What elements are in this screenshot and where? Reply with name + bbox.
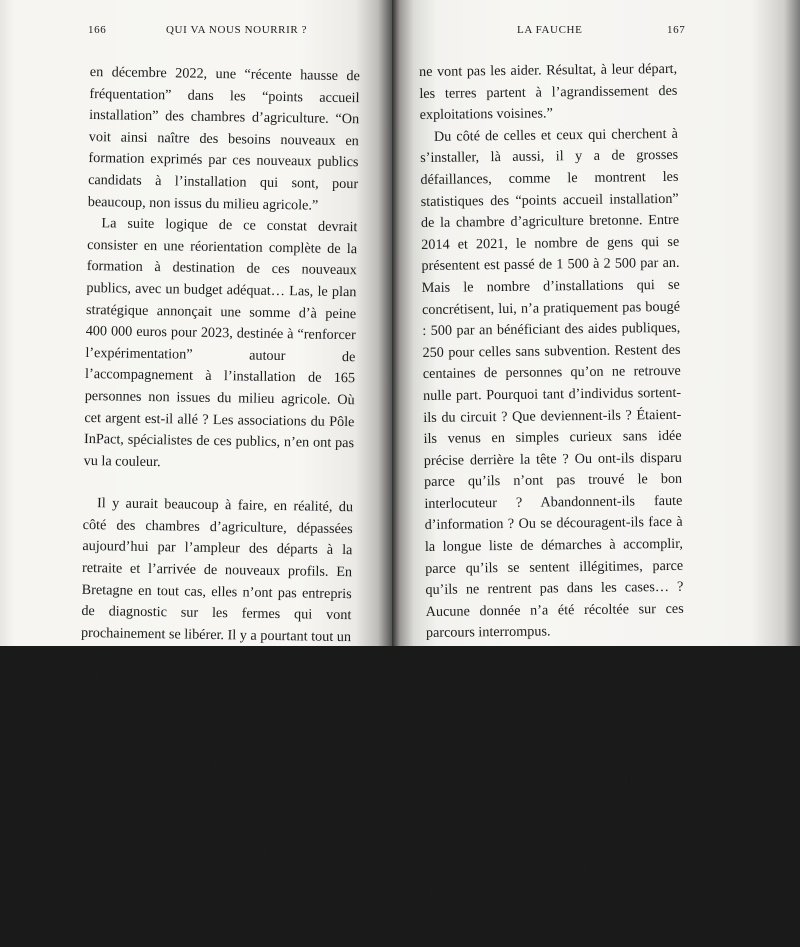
- paragraph: Pour me rendre compte de l’accueil fait aux personnes non originaires du milieu agricole, je me rends par une matinée de printemps 2023 au “point accueil installation” de la chambre d’agriculture des Côtes-d’Armor, en périphérie de Saint-Brieuc. Sur le prospectus du service, barré du slogan “L’agriculture et moi, on s’est trouvé !”, je vois un homme avançant d’un pas décidé suivi d’un troupeau de vaches. Pas très inclusif, me dis-je, quand on sait que les femmes sont de plus en plus nombreuses à se tourner vers ces: [426, 664, 688, 944]
- running-title: QUI VA NOUS NOURRIR ?: [166, 24, 308, 36]
- paragraph: Il y aurait beaucoup à faire, en réalité, du côté des chambres d’agriculture, dépassées aujourd’hui par l’ampleur des départs à la retraite et l’arrivée de nouveaux profils. En Bretagne en tout cas, elles n’ont pas entrepris de diagnostic sur les fermes qui vont prochainement se libérer. Il y a pourtant tout un travail à réaliser sur le territoire auprès des cédants, assure le président de Terre de Liens Bretagne, Samuel Servel : “Aller les voir avant leur départ pour les sensibiliser à l’idée de la transmission, identifier les fermes susceptibles de s’arrêter…” Les cédants sont livrés à eux-mêmes ; à eux de se tourner vers la chambre d’agriculture pour préparer leur transmission. “Beaucoup ne sont pas dans la recherche de repreneurs, ils ne font pas cette démarche et les chambres d’agriculture: [77, 495, 354, 881]
- page-number: 166: [88, 24, 107, 36]
- paragraph: ne vont pas les aider. Résultat, à leur départ, les terres partent à l’agrandissement des exploitations voisines.”: [419, 60, 678, 124]
- right-page: [392, 0, 800, 944]
- left-page-body: [77, 62, 360, 886]
- paragraph: La suite logique de ce constat devrait consister en une réorientation complète de la formation à destination de ces nouveaux publics, avec un budget adéquat… Las, le plan stratégique annonçait une somme d’à peine 400 000 euros pour 2023, destinée à “renforcer l’expérimentation” autour de l’accompagnement à l’installation de 165 personnes non issues du milieu agricole. Où cet argent est-il allé ? Les associations du Pôle InPact, spécialistes de ces publics, n’en ont pas vu la couleur.: [83, 215, 358, 470]
- page-number: 167: [667, 24, 686, 36]
- paragraph: Du côté de celles et ceux qui cherchent à s’installer, là aussi, il y a de grosses défaillances, comme le montrent les statistiques des “points accueil installation” de la chambre d’agriculture bretonne. Entre 2014 et 2021, le nombre de gens qui se présentent est passé de 1 500 à 2 500 par an. Mais le nombre d’installations qui se concrétisent, lui, n’a pratiquement pas bougé : 500 par an bénéficiant des aides publiques, 250 pour celles sans subvention. Restent des centaines de personnes qu’on ne retrouve nulle part. Pourquoi tant d’individus sortent-ils du circuit ? Que deviennent-ils ? Étaient-ils venus en simples curieux sans idée précise derrière la tête ? Ou ont-ils disparu parce qu’ils n’ont pas trouvé le bon interlocuteur ? Abandonnent-ils faute d’information ? Ou se découragent-ils face à la longue liste de démarches à accomplir, parce qu’ils se sentent illégitimes, parce qu’ils ne rentrent pas dans les cases… ? Aucune donnée n’a été récoltée sur ces parcours interrompus.: [420, 125, 684, 642]
- paragraph: en décembre 2022, une “récente hausse de fréquentation” dans les “points accueil installation” des chambres d’agriculture. “On voit ainsi naître des besoins nouveaux en formation exprimés par ces nouveaux publics candidats à l’installation qui sont, pour beaucoup, non issus du milieu agricole.”: [87, 63, 360, 214]
- left-page: [0, 0, 392, 881]
- running-title: LA FAUCHE: [517, 24, 583, 36]
- right-page-body: [419, 59, 688, 947]
